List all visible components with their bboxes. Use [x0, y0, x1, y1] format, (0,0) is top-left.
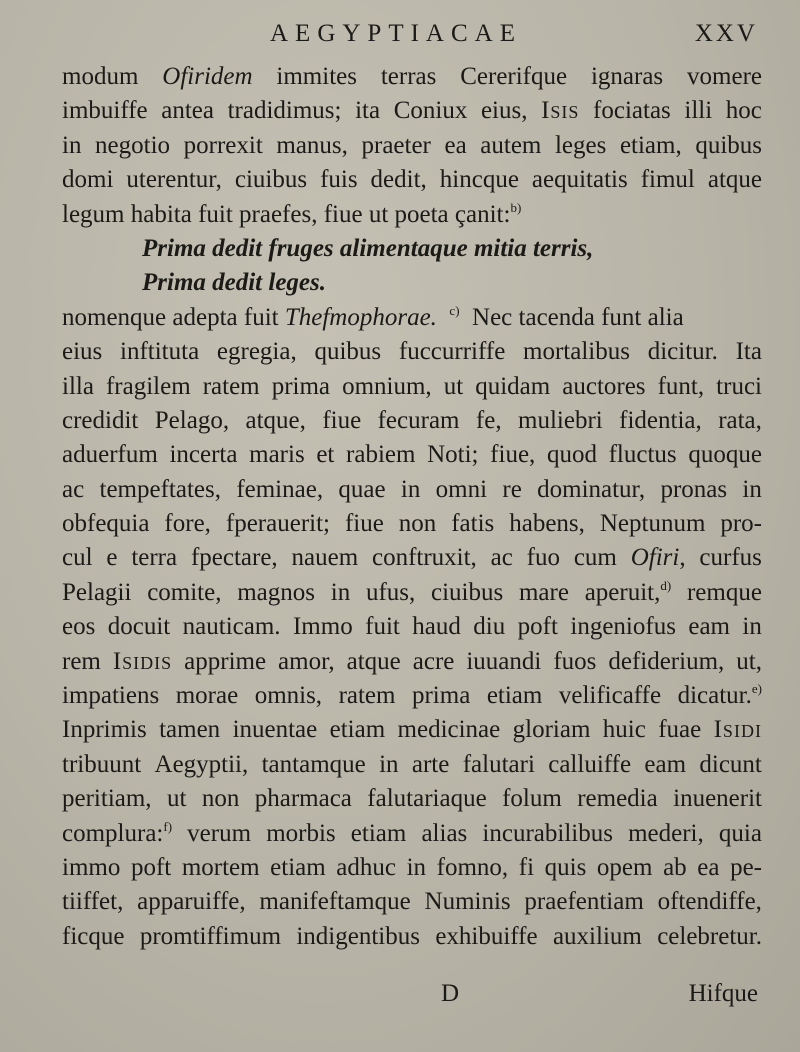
word: complura:$^{f)}$	[62, 818, 173, 847]
word: ab	[663, 853, 687, 881]
word: pronas	[660, 475, 728, 503]
word: etiam,	[619, 131, 682, 159]
word: eos	[62, 613, 96, 641]
word: fe,	[475, 406, 502, 434]
text-line	[62, 851, 762, 885]
word: etiam	[329, 716, 386, 744]
word: autem	[480, 131, 542, 159]
word: fi	[518, 853, 535, 881]
text-body	[62, 60, 762, 954]
word: funt,	[657, 372, 705, 400]
word: praefentiam	[524, 888, 644, 916]
text-line	[62, 817, 762, 851]
word: tradidimus;	[227, 97, 342, 125]
word: e	[106, 544, 118, 572]
word: aequitatis	[531, 166, 628, 194]
word: ingeniofus	[570, 613, 676, 641]
word: comite,	[147, 578, 222, 606]
word: immites	[276, 63, 357, 90]
text-line	[62, 885, 762, 919]
word: etiam	[350, 819, 407, 847]
word: ratem	[338, 682, 396, 710]
word: in	[400, 475, 421, 503]
word: falutari	[462, 750, 535, 778]
page-number: XXV	[694, 20, 758, 47]
word: quis	[544, 853, 587, 881]
word: legum habita fuit praefes, fiue ut poeta çanit:$^{b)}$	[62, 199, 522, 228]
word: dicitur.	[647, 338, 718, 366]
text-line	[62, 610, 762, 644]
word: pharmaca	[254, 785, 352, 813]
text-line	[62, 370, 762, 404]
word: Noti;	[427, 441, 479, 469]
word: dominatur,	[537, 475, 646, 503]
word: Numinis	[424, 888, 511, 916]
word: ea	[697, 853, 720, 881]
word: Inprimis	[62, 716, 147, 744]
word: velificaffe	[558, 682, 662, 710]
word: ac	[490, 544, 513, 572]
word: omnis,	[254, 682, 323, 710]
word: in	[330, 578, 351, 606]
verse-line-2: Prima dedit leges.	[142, 269, 326, 297]
word: mare	[518, 578, 569, 606]
word: quod	[546, 441, 597, 469]
word: re	[502, 475, 522, 503]
word: alias	[421, 819, 468, 847]
word: diu	[473, 613, 506, 641]
word: fociatas	[593, 97, 671, 125]
word: Cererifque	[460, 63, 568, 90]
text-line	[62, 163, 762, 197]
word: adhuc	[336, 853, 396, 881]
word: fiue,	[490, 441, 536, 469]
word: mortalibus	[523, 338, 630, 366]
word: ut,	[736, 647, 762, 675]
word: fuos	[553, 647, 597, 675]
word: tamen	[159, 716, 221, 744]
word: ignaras	[590, 63, 664, 90]
word: quibus	[695, 131, 762, 159]
word: fluctus	[608, 441, 677, 469]
word: calluiffe	[548, 750, 632, 778]
word: rem	[62, 647, 101, 675]
text-line	[62, 404, 762, 438]
word: Ofiridem	[162, 63, 253, 90]
word: Isidis	[112, 647, 173, 675]
word: nauem	[291, 544, 359, 572]
word: Isidi	[713, 716, 762, 744]
word: haud	[412, 613, 461, 641]
word: fatis	[451, 510, 495, 538]
word: vomere	[687, 63, 762, 90]
word: incurabilibus	[482, 819, 613, 847]
word: hincque	[439, 166, 519, 194]
word: ficque	[62, 922, 125, 950]
text-line	[62, 507, 762, 541]
word: in	[742, 613, 762, 641]
text-line	[62, 576, 762, 610]
word: ac	[62, 475, 85, 503]
word: ciuibus	[431, 578, 504, 606]
word: immo	[62, 853, 121, 881]
word: fuo	[526, 544, 560, 572]
word: tribuunt	[62, 750, 142, 778]
text-line	[62, 473, 762, 507]
word: fidentia,	[619, 406, 702, 434]
word: arte	[411, 750, 450, 778]
word: inuenerit	[673, 785, 762, 813]
word: ea	[444, 131, 467, 159]
word: folum	[502, 785, 562, 813]
word: magnos	[237, 578, 315, 606]
text-line	[62, 335, 762, 369]
word: fimul	[640, 166, 695, 194]
verse-line-1: Prima dedit fruges alimentaque mitia terris,	[142, 234, 594, 262]
word: dicunt	[699, 750, 762, 778]
word: exhibuiffe	[435, 922, 538, 950]
word: fore,	[164, 510, 211, 538]
word: tempeftates,	[99, 475, 221, 503]
word: huic	[602, 716, 646, 744]
text-line	[62, 301, 762, 335]
word: promtiffimum	[139, 922, 282, 950]
word: nauticam.	[182, 613, 281, 641]
word: atque,	[245, 406, 306, 434]
word: Aegyptii,	[154, 750, 249, 778]
word: truci	[716, 372, 762, 400]
word: rata,	[718, 406, 762, 434]
word: imbuiffe	[62, 97, 148, 125]
word: falutariaque	[367, 785, 487, 813]
word: atque	[707, 166, 762, 194]
page-footer	[0, 980, 800, 1014]
word: et	[316, 441, 335, 469]
word: in	[742, 475, 762, 503]
verse-quotation	[62, 232, 762, 301]
word: fpectare,	[190, 544, 278, 572]
word: ut	[443, 372, 464, 400]
word: gloriam	[512, 716, 591, 744]
word: in	[379, 750, 399, 778]
word: docuit	[107, 613, 171, 641]
word: auxilium	[552, 922, 642, 950]
word: fuit	[365, 613, 400, 641]
word: incerta	[169, 441, 238, 469]
catchword: Hifque	[688, 980, 758, 1007]
word: negotio	[95, 131, 171, 159]
word: atque	[346, 647, 401, 675]
word: prima	[411, 682, 471, 710]
word: quae	[338, 475, 386, 503]
word: fiue	[322, 406, 362, 434]
word: etiam	[486, 682, 543, 710]
word: Isis	[541, 97, 580, 125]
word: oftendiffe,	[657, 888, 762, 916]
word: uterentur,	[126, 166, 222, 194]
word: auctores	[562, 372, 646, 400]
word: antea	[161, 97, 214, 125]
word: tiiffet,	[62, 888, 124, 916]
word: illi	[684, 97, 713, 125]
word: etiam	[270, 853, 326, 881]
word: manifeftamque	[259, 888, 411, 916]
word: poft	[517, 613, 558, 641]
word: nomenque adepta fuit Thefmophorae. $^{c)}$ Nec tacenda funt alia	[62, 302, 684, 331]
word: Coniux	[393, 97, 468, 125]
word: opem	[596, 853, 653, 881]
word: Ofiri,	[630, 544, 686, 572]
text-line	[62, 920, 762, 954]
word: conftruxit,	[371, 544, 477, 572]
text-line	[62, 748, 762, 782]
word: omni	[435, 475, 488, 503]
word: leges	[554, 131, 607, 159]
word: quidam	[475, 372, 551, 400]
word: remque	[686, 578, 762, 606]
word: dicatur.$^{e)}$	[677, 681, 762, 710]
word: cum	[573, 544, 617, 572]
word: quia	[718, 819, 762, 847]
word: prima	[271, 372, 331, 400]
word: remedia	[577, 785, 658, 813]
word: eius	[62, 338, 103, 366]
word: ut	[166, 785, 187, 813]
page-header	[0, 20, 800, 56]
word: fomno,	[436, 853, 509, 881]
word: acre	[412, 647, 455, 675]
word: inuentae	[232, 716, 318, 744]
word: pe-	[730, 853, 762, 881]
text-line	[62, 60, 762, 94]
word: poft	[130, 853, 172, 881]
text-line	[62, 94, 762, 128]
word: aperuit,$^{d)}$	[584, 577, 672, 606]
running-head: AEGYPTIACAE	[270, 20, 522, 47]
word: fecuram	[377, 406, 460, 434]
word: porrexit	[183, 131, 263, 159]
word: non	[398, 510, 437, 538]
text-line	[62, 645, 762, 679]
word: peritiam,	[62, 785, 152, 813]
paragraph-after-verse	[62, 301, 762, 954]
word: credidit	[62, 406, 139, 434]
word: verum	[187, 819, 252, 847]
word: habens,	[509, 510, 585, 538]
word: manus,	[276, 131, 348, 159]
word: ciuibus	[234, 166, 308, 194]
word: curfus	[699, 544, 762, 572]
text-line	[62, 129, 762, 163]
word: illa	[62, 372, 94, 400]
word: eam	[688, 613, 730, 641]
word: fuccurriffe	[398, 338, 506, 366]
word: mederi,	[628, 819, 704, 847]
word: inftituta	[120, 338, 200, 366]
word: fperauerit;	[225, 510, 330, 538]
word: eius,	[480, 97, 528, 125]
word: fuae	[658, 716, 702, 744]
word: medicinae	[397, 716, 501, 744]
word: ita	[355, 97, 381, 125]
word: apprime	[184, 647, 267, 675]
word: quibus	[314, 338, 382, 366]
word: impatiens	[62, 682, 160, 710]
word: praeter	[361, 131, 431, 159]
word: in	[62, 131, 82, 159]
word: terras	[380, 63, 437, 90]
word: non	[201, 785, 240, 813]
word: amor,	[278, 647, 335, 675]
word: indigentibus	[296, 922, 420, 950]
word: defiderium,	[608, 647, 725, 675]
word: morbis	[266, 819, 336, 847]
word: fiue	[344, 510, 384, 538]
word: dedit,	[370, 166, 427, 194]
word: Pelagii	[62, 578, 132, 606]
word: in	[406, 853, 427, 881]
word: omnium,	[342, 372, 432, 400]
word: cul	[62, 544, 93, 572]
text-line	[62, 713, 762, 747]
word: Ita	[735, 338, 762, 366]
word: muliebri	[518, 406, 603, 434]
word: obfequia	[62, 510, 150, 538]
word: morae	[175, 682, 239, 710]
word: modum	[62, 63, 139, 90]
signature-mark: D	[441, 980, 460, 1007]
word: eam	[644, 750, 687, 778]
word: maris	[249, 441, 305, 469]
word: apparuiffe,	[137, 888, 246, 916]
word: terra	[131, 544, 178, 572]
word: fuis	[320, 166, 358, 194]
text-line	[62, 679, 762, 713]
word: pro-	[720, 510, 762, 538]
word: ratem	[202, 372, 260, 400]
word: hoc	[725, 97, 762, 125]
word: Immo	[292, 613, 353, 641]
word: fragilem	[105, 372, 191, 400]
word: Neptunum	[599, 510, 706, 538]
text-line	[62, 782, 762, 816]
word: egregia,	[216, 338, 297, 366]
word: domi	[62, 166, 114, 194]
word: quoque	[688, 441, 762, 469]
word: Pelago,	[154, 406, 230, 434]
word: ufus,	[365, 578, 416, 606]
word: feminae,	[236, 475, 324, 503]
word: celebretur.	[657, 922, 762, 950]
word: aduerfum	[62, 441, 158, 469]
text-line	[62, 198, 762, 232]
text-line	[62, 438, 762, 472]
text-line	[62, 541, 762, 575]
word: iuuandi	[466, 647, 542, 675]
word: rabiem	[346, 441, 416, 469]
word: mortem	[181, 853, 260, 881]
paragraph-before-verse	[62, 60, 762, 232]
word: tantamque	[261, 750, 366, 778]
